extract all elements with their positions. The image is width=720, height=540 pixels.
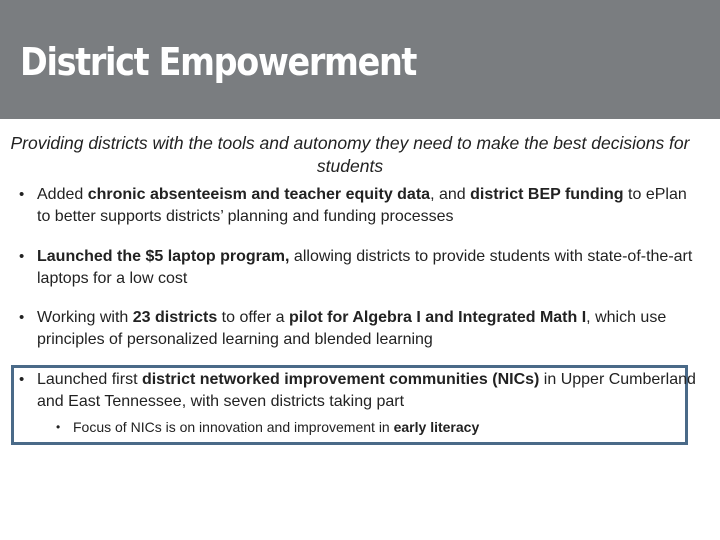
bold-segment: early literacy <box>393 419 480 435</box>
text-segment: to ePlan to better supports districts’ planning and funding processes <box>37 186 687 225</box>
bullet-text <box>37 369 697 413</box>
text-segment: , and <box>430 186 471 203</box>
bold-segment: district BEP funding <box>470 186 624 203</box>
sub-bullet-marker: • <box>56 420 61 434</box>
bullet-marker: • <box>19 371 25 388</box>
slide-title: District Empowerment <box>20 40 417 84</box>
bullet-text <box>37 246 697 290</box>
text-segment: Added <box>37 186 88 203</box>
bold-segment: chronic absenteeism and teacher equity data <box>87 186 431 203</box>
bullet-marker: • <box>19 309 25 326</box>
text-segment: , which use principles of personalized learning and blended learning <box>37 309 667 348</box>
bold-segment: Launched the $5 laptop program, <box>37 248 290 265</box>
text-segment: allowing districts to provide students with state-of-the-art laptops for a low cost <box>37 248 693 287</box>
text-segment: to offer a <box>217 309 289 326</box>
text-segment: Working with <box>37 309 133 326</box>
text-segment: in Upper Cumberland and East Tennessee, with seven districts taking part <box>37 371 696 410</box>
bold-segment: district networked improvement communities (NICs) <box>141 371 540 388</box>
bullet-marker: • <box>19 248 25 265</box>
bold-segment: 23 districts <box>132 309 218 326</box>
text-segment: Focus of NICs is on innovation and improvement in <box>73 419 394 435</box>
bold-segment: pilot for Algebra I and Integrated Math I <box>288 309 587 326</box>
bullet-text <box>37 307 697 351</box>
bullet-text <box>37 184 697 228</box>
sub-bullet-text <box>73 417 673 437</box>
slide-subtitle: Providing districts with the tools and autonomy they need to make the best decisions for students <box>10 133 690 176</box>
bullet-marker: • <box>19 186 25 203</box>
text-segment: Launched first <box>37 371 142 388</box>
